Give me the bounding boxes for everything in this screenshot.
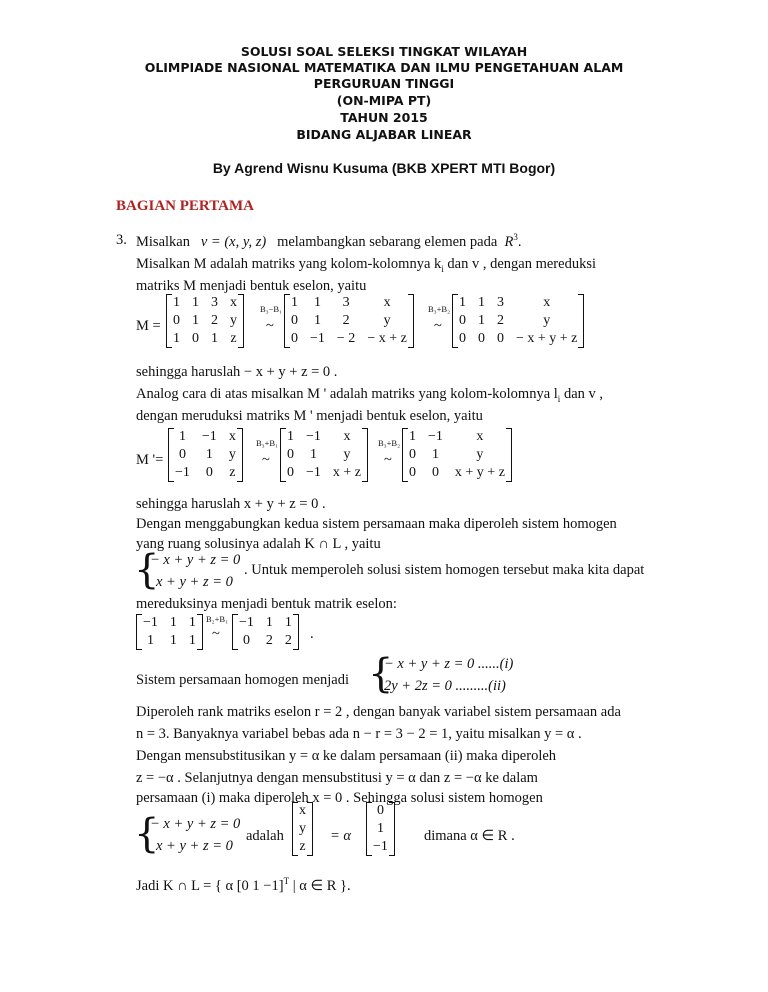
- matrix-cell: 0: [459, 313, 466, 328]
- problem-line-10: Sistem persamaan homogen menjadi: [136, 672, 350, 688]
- matrix-cell: y: [343, 447, 351, 462]
- row-op-4: B₃+B₂: [378, 438, 401, 448]
- matrix-table: [137, 614, 202, 650]
- subscript: i: [441, 263, 444, 274]
- brace: {: [134, 811, 160, 857]
- row-op-5: B₂+B₁: [206, 614, 229, 624]
- system-eq-1-repeat: − x + y + z = 0: [150, 816, 241, 832]
- brace: {: [134, 547, 160, 593]
- matrix-row: [167, 330, 243, 348]
- tilde: ~: [434, 318, 442, 334]
- matrix-table: [367, 802, 394, 856]
- text: Misalkan: [136, 233, 190, 250]
- matrix-cell: 1: [192, 295, 199, 310]
- matrix-cell: y: [228, 447, 236, 462]
- vector-v: v = (x, y, z): [200, 233, 267, 250]
- matrix-cell: x: [230, 295, 237, 310]
- matrix-cell: 3: [497, 295, 504, 310]
- matrix-cell: 2: [265, 633, 273, 648]
- matrix-cell: 3: [342, 295, 350, 310]
- matrix-row: [169, 428, 242, 446]
- matrix-M-label: M =: [136, 318, 161, 334]
- matrix-row: [403, 428, 511, 446]
- matrix-cell: 1: [169, 615, 177, 630]
- superscript: 3: [513, 232, 518, 242]
- matrix-cell: 1: [459, 295, 466, 310]
- matrix-cell: z: [229, 465, 236, 480]
- header-line-5: TAHUN 2015: [340, 110, 428, 125]
- matrix-cell: 1: [291, 295, 298, 310]
- matrix-cell: 0: [205, 465, 213, 480]
- matrix-cell: −1: [306, 465, 321, 480]
- text: melambangkan sebarang elemen pada: [277, 233, 498, 250]
- matrix-cell: x + y + z: [454, 465, 505, 480]
- row-op-2: B₃+B₂: [428, 304, 451, 314]
- matrix-cell: 1: [309, 447, 317, 462]
- matrix-cell: 2: [284, 633, 292, 648]
- problem-line-5: dengan meruduksi matriks M ' menjadi bentuk eselon, yaitu: [136, 408, 483, 424]
- matrix-row: [281, 464, 367, 482]
- matrix-cell: 1: [478, 295, 485, 310]
- matrix-row: [453, 312, 583, 330]
- matrix-row: [281, 428, 367, 446]
- matrix-row: [453, 330, 583, 348]
- matrix-R1: [136, 614, 203, 650]
- homog-eq-2: 2y + 2z = 0 .........(ii): [384, 678, 506, 694]
- matrix-M2: [284, 294, 414, 348]
- row-op-3: B₃+B₁: [256, 438, 279, 448]
- problem-line-6: Dengan menggabungkan kedua sistem persamaan maka diperoleh sistem homogen: [136, 516, 617, 532]
- header-line-1: SOLUSI SOAL SELEKSI TINGKAT WILAYAH: [240, 44, 528, 59]
- matrix-cell: 1: [188, 615, 196, 630]
- tilde: ~: [266, 318, 274, 334]
- matrix-cell: −1: [373, 839, 388, 854]
- matrix-cell: 1: [211, 331, 218, 346]
- matrix-cell: 1: [173, 331, 180, 346]
- matrix-cell: 1: [188, 633, 196, 648]
- result-2: sehingga haruslah x + y + z = 0 .: [136, 496, 326, 512]
- matrix-row: [169, 464, 242, 482]
- matrix-row: [367, 838, 394, 856]
- matrix-cell: y: [230, 313, 237, 328]
- matrix-cell: 0: [192, 331, 199, 346]
- matrix-cell: y: [299, 821, 306, 836]
- problem-line-2: [136, 256, 596, 274]
- problem-line-7: yang ruang solusinya adalah K ∩ L , yaitu: [136, 536, 381, 552]
- problem-line-8: . Untuk memperoleh solusi sistem homogen tersebut maka kita dapat: [244, 562, 645, 578]
- vector-xyz: [292, 802, 313, 856]
- matrix-M3: [452, 294, 584, 348]
- text: dan v , dengan mereduksi: [443, 256, 596, 272]
- final-answer: [136, 876, 351, 895]
- problem-line-4: [136, 386, 603, 404]
- problem-line-13: Dengan mensubstitusikan y = α ke dalam persamaan (ii) maka diperoleh: [136, 748, 557, 764]
- matrix-cell: y: [383, 313, 391, 328]
- matrix-cell: 0: [376, 803, 384, 818]
- tilde: ~: [212, 626, 220, 642]
- matrix-cell: −1: [428, 429, 443, 444]
- matrix-row: [453, 294, 583, 312]
- matrix-cell: x + z: [332, 465, 362, 480]
- matrix-table: [285, 294, 413, 348]
- matrix-row: [403, 446, 511, 464]
- tilde: ~: [384, 452, 392, 468]
- problem-line-11: Diperoleh rank matriks eselon r = 2 , dengan banyak variabel sistem persamaan ada: [136, 704, 621, 720]
- matrix-table: [169, 428, 242, 482]
- text: dan v ,: [560, 386, 603, 402]
- matrix-cell: − x + y + z: [516, 331, 578, 346]
- matrix-cell: −1: [143, 615, 158, 630]
- matrix-row: [169, 446, 242, 464]
- matrix-row: [293, 820, 312, 838]
- matrix-cell: 0: [409, 465, 416, 480]
- tilde: ~: [262, 452, 270, 468]
- matrix-row: [403, 464, 511, 482]
- header-line-4: (ON-MIPA PT): [336, 93, 432, 108]
- problem-line-1: Misalkan v = (x, y, z) melambangkan sebarang elemen pada $R^3$.: [136, 232, 522, 250]
- problem-line-12: n = 3. Banyaknya variabel bebas ada n − r = 3 − 2 = 1, yaitu misalkan y = α .: [136, 726, 582, 742]
- matrix-cell: −1: [306, 429, 321, 444]
- matrix-cell: 2: [211, 313, 218, 328]
- matrix-cell: 1: [192, 313, 199, 328]
- matrix-cell: 0: [459, 331, 466, 346]
- matrix-cell: 0: [287, 447, 294, 462]
- matrix-N1: [168, 428, 243, 482]
- result-1: sehingga haruslah − x + y + z = 0 .: [136, 364, 338, 380]
- matrix-cell: 1: [287, 429, 294, 444]
- matrix-cell: −1: [239, 615, 254, 630]
- matrix-row: [285, 330, 413, 348]
- matrix-cell: 1: [431, 447, 439, 462]
- matrix-cell: 1: [376, 821, 384, 836]
- matrix-table: [281, 428, 367, 482]
- matrix-cell: 1: [284, 615, 292, 630]
- matrix-table: [293, 802, 312, 856]
- matrix-cell: x: [383, 295, 391, 310]
- matrix-cell: z: [230, 331, 237, 346]
- header-line-2: OLIMPIADE NASIONAL MATEMATIKA DAN ILMU PENGETAHUAN ALAM: [144, 60, 624, 75]
- author-line: By Agrend Wisnu Kusuma (BKB XPERT MTI Bogor): [212, 160, 556, 176]
- text: | α ∈ R }.: [289, 877, 351, 894]
- equals-alpha: = α: [330, 828, 352, 844]
- system-eq-2-repeat: x + y + z = 0: [156, 838, 233, 854]
- matrix-cell: 0: [173, 313, 180, 328]
- matrix-row: [293, 802, 312, 820]
- matrix-cell: 1: [265, 615, 273, 630]
- adalah: adalah: [246, 828, 284, 844]
- matrix-cell: −1: [310, 331, 325, 346]
- matrix-cell: x: [343, 429, 351, 444]
- matrix-cell: 1: [146, 633, 154, 648]
- matrix-cell: 3: [211, 295, 218, 310]
- matrix-cell: x: [543, 295, 551, 310]
- brace: {: [368, 651, 394, 697]
- vector-direction: [366, 802, 395, 856]
- matrix-cell: − 2: [336, 331, 356, 346]
- matrix-cell: − x + z: [367, 331, 407, 346]
- matrix-row: [367, 802, 394, 820]
- matrix-row: [233, 614, 298, 632]
- matrix-R2: [232, 614, 299, 650]
- matrix-cell: 0: [431, 465, 439, 480]
- matrix-cell: 0: [178, 447, 186, 462]
- matrix-row: [293, 838, 312, 856]
- matrix-cell: 0: [409, 447, 416, 462]
- matrix-row: [367, 820, 394, 838]
- matrix-table: [233, 614, 298, 650]
- matrix-cell: 1: [173, 295, 180, 310]
- matrix-cell: 0: [291, 313, 298, 328]
- text: Analog cara di atas misalkan M ' adalah matriks yang kolom-kolomnya l: [136, 386, 558, 402]
- superscript: T: [283, 876, 290, 886]
- system-eq-1: − x + y + z = 0: [150, 552, 241, 568]
- matrix-cell: 1: [205, 447, 213, 462]
- matrix-N2: [280, 428, 368, 482]
- space-R: R: [504, 233, 514, 250]
- matrix-cell: 2: [342, 313, 350, 328]
- matrix-table: [403, 428, 511, 482]
- problem-line-14: z = −α . Selanjutnya dengan mensubstitusi y = α dan z = −α ke dalam: [136, 770, 538, 786]
- system-eq-2: x + y + z = 0: [156, 574, 233, 590]
- matrix-table: [167, 294, 243, 348]
- header-line-6: BIDANG ALJABAR LINEAR: [296, 127, 472, 142]
- matrix-cell: x: [299, 803, 306, 818]
- problem-line-3: matriks M menjadi bentuk eselon, yaitu: [136, 278, 367, 294]
- matrix-cell: 1: [169, 633, 177, 648]
- matrix-row: [137, 632, 202, 650]
- matrix-row: [137, 614, 202, 632]
- matrix-cell: 2: [497, 313, 504, 328]
- matrix-cell: y: [543, 313, 551, 328]
- matrix-cell: 1: [313, 313, 321, 328]
- period: .: [310, 626, 314, 642]
- matrix-cell: x: [228, 429, 236, 444]
- header-line-3: PERGURUAN TINGGI: [313, 76, 455, 91]
- matrix-cell: −1: [175, 465, 190, 480]
- row-op-1: B₃−B₁: [260, 304, 283, 314]
- matrix-cell: 0: [291, 331, 298, 346]
- section-title: BAGIAN PERTAMA: [116, 198, 254, 214]
- matrix-cell: 0: [242, 633, 250, 648]
- matrix-row: [167, 312, 243, 330]
- homog-eq-1: − x + y + z = 0 ......(i): [384, 656, 514, 672]
- matrix-cell: 0: [478, 331, 485, 346]
- matrix-cell: 1: [178, 429, 186, 444]
- matrix-cell: 1: [313, 295, 321, 310]
- problem-line-9: mereduksinya menjadi bentuk matrik eselon:: [136, 596, 397, 612]
- matrix-row: [285, 294, 413, 312]
- text: Misalkan M adalah matriks yang kolom-kolomnya k: [136, 256, 442, 272]
- matrix-M1: [166, 294, 244, 348]
- matrix-table: [453, 294, 583, 348]
- matrix-cell: −1: [201, 429, 217, 444]
- dimana: dimana α ∈ R .: [424, 828, 515, 844]
- subscript: i: [557, 393, 561, 404]
- problem-number: 3.: [116, 232, 127, 248]
- matrix-N3: [402, 428, 512, 482]
- matrix-row: [233, 632, 298, 650]
- matrix-cell: z: [299, 839, 306, 854]
- matrix-cell: 0: [497, 331, 504, 346]
- matrix-cell: 0: [287, 465, 294, 480]
- matrix-Mprime-label: M '=: [136, 452, 164, 468]
- matrix-cell: 1: [478, 313, 485, 328]
- matrix-row: [285, 312, 413, 330]
- matrix-cell: 1: [409, 429, 416, 444]
- text: Jadi K ∩ L = { α [0 1 −1]: [136, 877, 284, 894]
- matrix-row: [281, 446, 367, 464]
- problem-line-15: persamaan (i) maka diperoleh x = 0 . Sehingga solusi sistem homogen: [136, 790, 543, 806]
- matrix-row: [167, 294, 243, 312]
- matrix-cell: y: [476, 447, 484, 462]
- matrix-cell: x: [476, 429, 484, 444]
